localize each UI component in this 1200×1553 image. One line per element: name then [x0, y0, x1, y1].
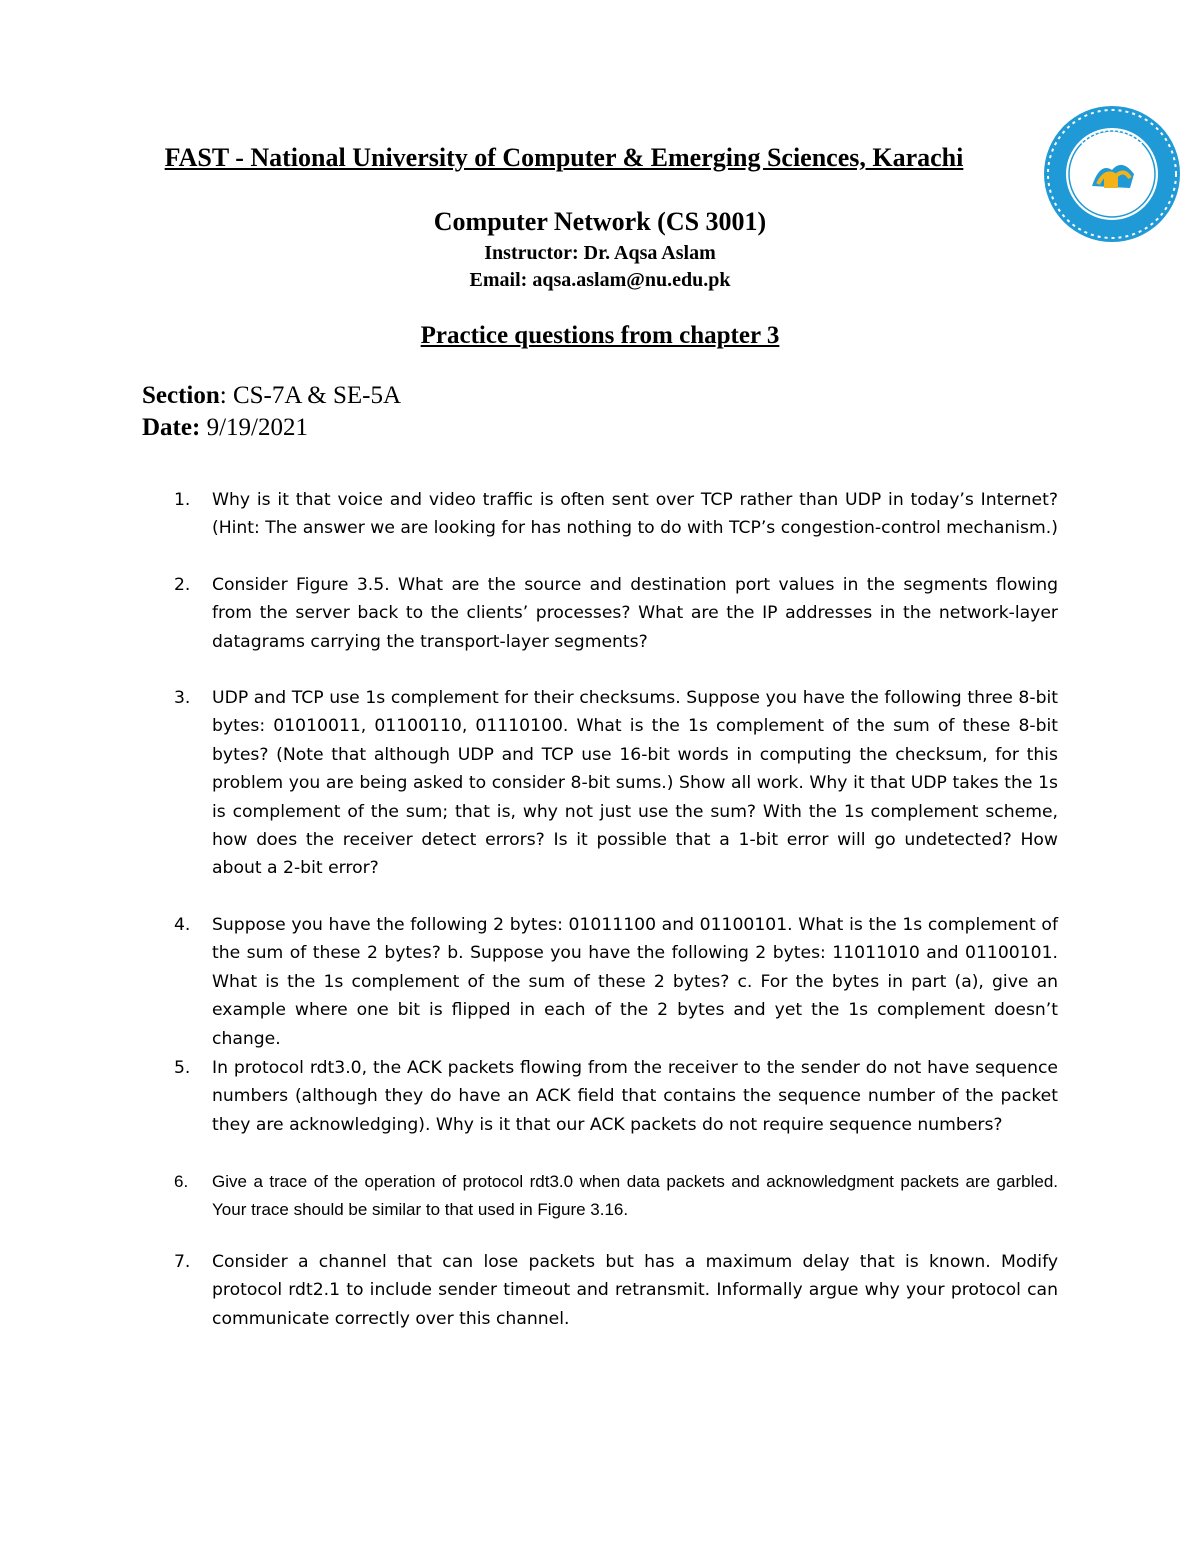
practice-title: Practice questions from chapter 3 [420, 322, 780, 349]
question-number: 1. [174, 490, 191, 510]
question-number: 5. [174, 1058, 191, 1078]
question-item [174, 1054, 1058, 1139]
section-value: : CS-7A & SE-5A [219, 382, 402, 409]
question-number: 4. [174, 915, 191, 935]
question-text: Consider Figure 3.5. What are the source and destination port values in the segments flowing from the server back to the clients’ processes? What are the IP addresses in the network-layer datagrams carrying the transport-layer segments? [212, 575, 1058, 652]
question-item [174, 1248, 1058, 1333]
university-title: FAST - National University of Computer & Emerging Sciences, Karachi [164, 143, 964, 172]
question-text: Give a trace of the operation of protocol rdt3.0 when data packets and acknowledgment packets are garbled. Your trace should be similar to that used in Figure 3.16. [212, 1172, 1058, 1220]
question-number: 2. [174, 575, 191, 595]
section-label: Section [142, 382, 220, 409]
question-text: UDP and TCP use 1s complement for their checksums. Suppose you have the following three 8-bit bytes: 01010011, 01100110, 01110100. What is the 1s complement of the sum of these 8-bit bytes? (Note that although UDP and TCP use 16-bit words in computing the checksum, for this problem you are being asked to consider 8-bit sums.) Show all work. Why it that UDP takes the 1s is complement of the sum; that is, why not just use the sum? With the 1s complement scheme, how does the receiver detect errors? Is it possible that a 1-bit error will go undetected? How about a 2-bit error? [212, 688, 1058, 879]
date-line [142, 414, 308, 442]
section-line [142, 382, 401, 410]
instructor-name: Instructor: Dr. Aqsa Aslam [484, 242, 716, 264]
date-value: 9/19/2021 [200, 414, 308, 441]
question-number: 3. [174, 688, 191, 708]
question-item [174, 911, 1058, 1053]
question-text: Suppose you have the following 2 bytes: 01011100 and 01100101. What is the 1s complement of the sum of these 2 bytes? b. Suppose you have the following 2 bytes: 11011010 and 01100101. What is the 1s complement of the sum of these 2 bytes? c. For the bytes in part (a), give an example where one bit is flipped in each of the 2 bytes and yet the 1s complement doesn’t change. [212, 915, 1058, 1049]
instructor-email: Email: aqsa.aslam@nu.edu.pk [469, 269, 731, 291]
question-text: Why is it that voice and video traffic is often sent over TCP rather than UDP in today’s Internet? (Hint: The answer we are looking for has nothing to do with TCP’s congestion-control mechanism.) [212, 490, 1058, 539]
question-item [174, 1168, 1058, 1225]
question-item [174, 486, 1058, 543]
date-label: Date: [142, 414, 201, 441]
question-text: Consider a channel that can lose packets but has a maximum delay that is known. Modify protocol rdt2.1 to include sender timeout and retransmit. Informally argue why your protocol can communicate correctly over this channel. [212, 1252, 1058, 1329]
question-number: 6. [174, 1172, 189, 1191]
question-text: In protocol rdt3.0, the ACK packets flowing from the receiver to the sender do not have sequence numbers (although they do have an ACK field that contains the sequence number of the packet they are acknowledging). Why is it that our ACK packets do not require sequence numbers? [212, 1058, 1058, 1135]
question-item [174, 684, 1058, 883]
question-item [174, 571, 1058, 656]
course-title: Computer Network (CS 3001) [433, 207, 767, 236]
question-number: 7. [174, 1252, 191, 1272]
